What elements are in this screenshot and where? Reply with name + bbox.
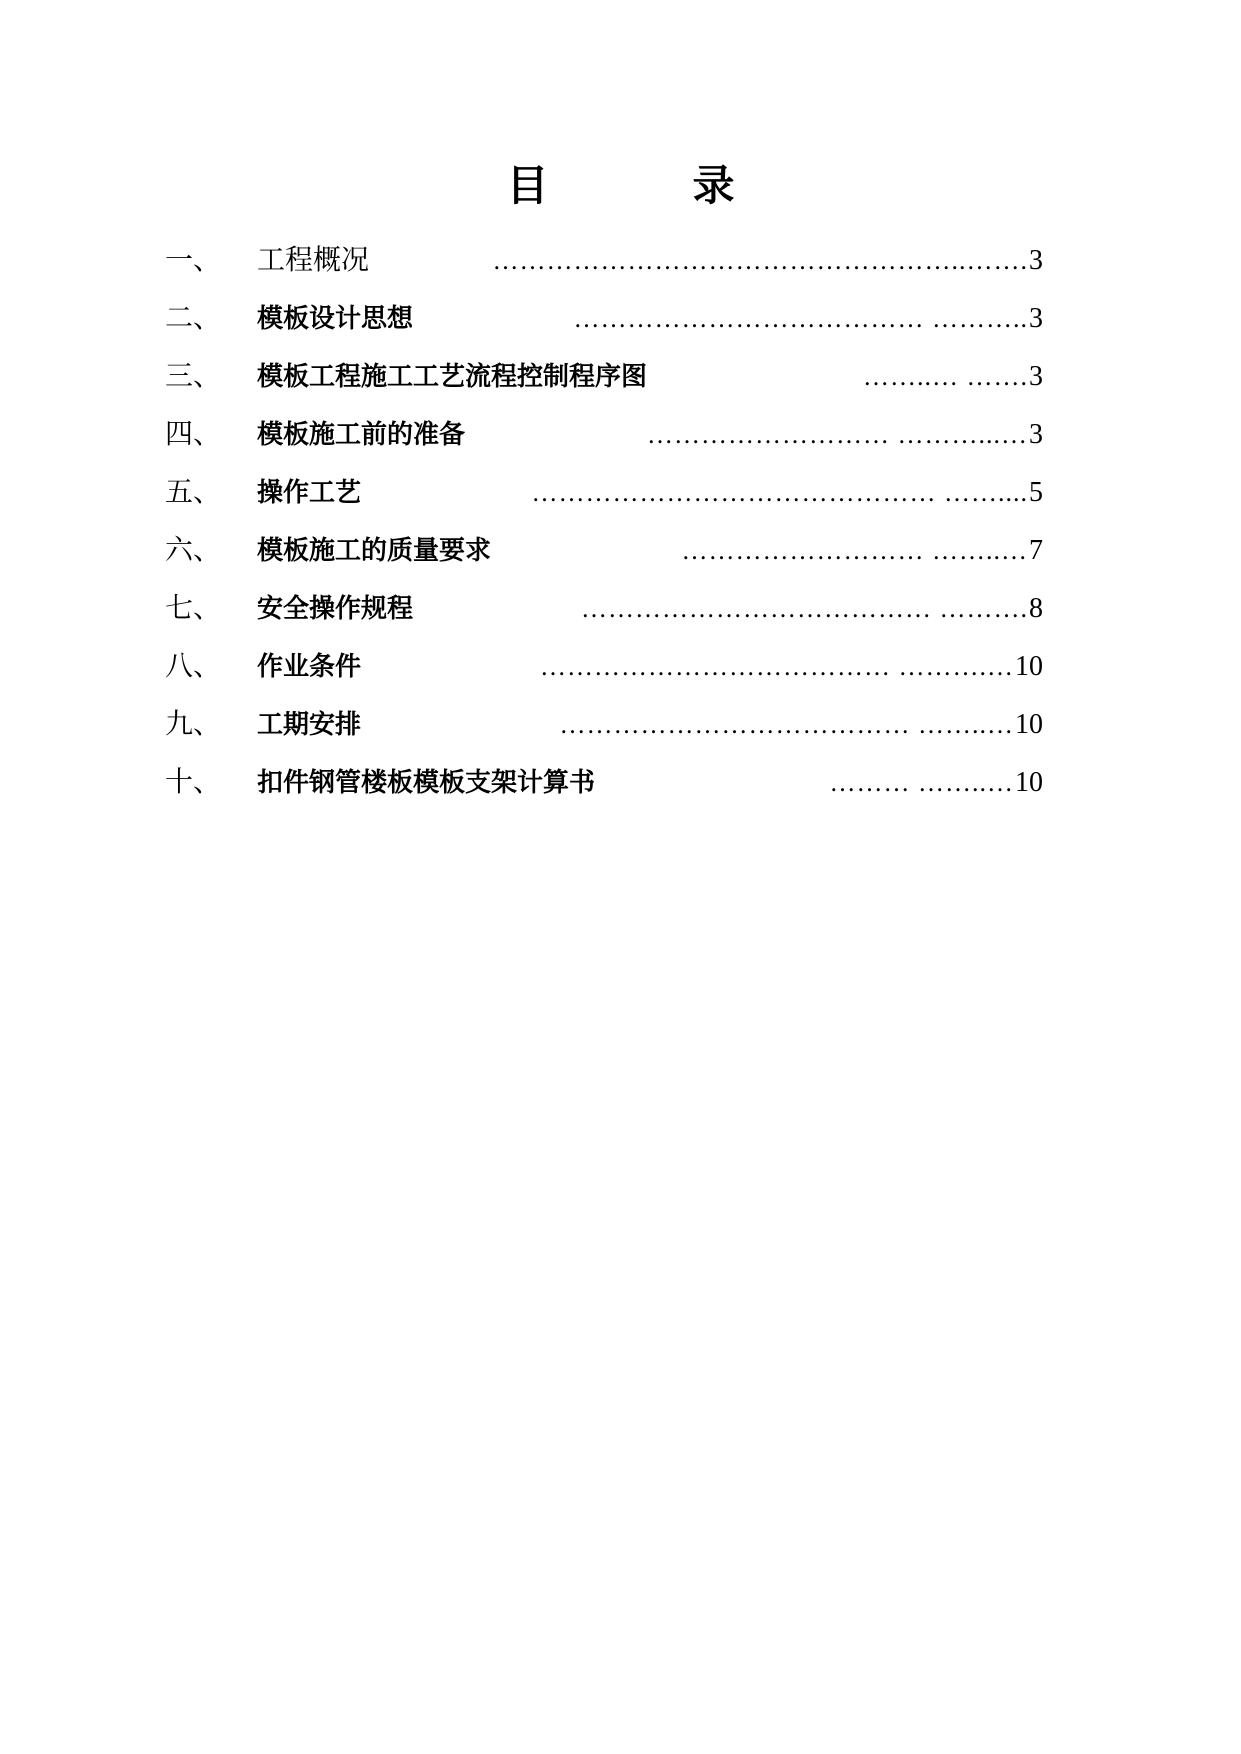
toc-entry-page: 3 [1029, 419, 1043, 450]
toc-entry[interactable] [165, 528, 1043, 572]
toc-entry-number: 八、 [165, 649, 222, 682]
toc-entry-page: 3 [1029, 361, 1043, 392]
title-char-1: 目 [506, 161, 549, 210]
toc-entry-number: 十、 [165, 765, 222, 798]
toc-entry[interactable] [165, 644, 1043, 688]
toc-entry-page: 7 [1029, 535, 1043, 566]
toc-entry-number: 四、 [165, 417, 222, 450]
toc-entry-leader: ……………………………………… …….... [531, 478, 1028, 507]
toc-entry-leader: ………………………………… ………. [581, 594, 1028, 623]
toc-entry-title: 安全操作规程 [257, 594, 414, 624]
toc-entry-title: 扣件钢管楼板模板支架计算书 [257, 768, 596, 798]
toc-entry-page: 3 [1029, 245, 1043, 276]
toc-entry-leader: ……………………………………………..……. [492, 246, 1028, 275]
toc-entry-leader: ………………………………… ……….… [540, 652, 1014, 681]
toc-entry[interactable] [165, 354, 1043, 398]
title-char-2: 录 [692, 161, 735, 210]
toc-entry-page: 10 [1015, 651, 1043, 682]
toc-entry-number: 五、 [165, 475, 222, 508]
toc-entry-title: 模板施工前的准备 [257, 420, 466, 450]
toc-entry-title: 模板工程施工工艺流程控制程序图 [257, 362, 648, 392]
toc-entry-page: 10 [1015, 767, 1043, 798]
toc-entry[interactable] [165, 470, 1043, 514]
toc-entry-number: 九、 [165, 707, 222, 740]
toc-entry-number: 六、 [165, 533, 222, 566]
toc-entry-page: 5 [1029, 477, 1043, 508]
toc-entry[interactable] [165, 586, 1043, 630]
toc-entry-leader: ……..… ……. [863, 362, 1028, 391]
toc-entry-title: 操作工艺 [257, 478, 362, 508]
document-title [0, 158, 1241, 214]
toc-entry-number: 一、 [165, 243, 222, 276]
toc-entry-leader: ……………………… ………...… [647, 420, 1028, 449]
toc-entry-leader: ……………………… ……..… [681, 536, 1028, 565]
toc-entry-leader: ………………………………… ……….. [573, 304, 1028, 333]
toc-entry[interactable] [165, 296, 1043, 340]
toc-entry-title: 模板设计思想 [257, 304, 414, 334]
toc-entry-page: 3 [1029, 303, 1043, 334]
toc-entry-number: 七、 [165, 591, 222, 624]
toc-entry[interactable] [165, 238, 1043, 282]
toc-entry-number: 二、 [165, 301, 222, 334]
toc-entry-title: 作业条件 [257, 652, 362, 682]
toc-entry[interactable] [165, 412, 1043, 456]
toc-entry-number: 三、 [165, 359, 222, 392]
toc-entry[interactable] [165, 702, 1043, 746]
toc-entry-title: 工期安排 [257, 710, 362, 740]
toc-entry-leader: ………………………………… ……..… [559, 710, 1014, 739]
toc-entry-title: 模板施工的质量要求 [257, 536, 492, 566]
toc-entry-page: 10 [1015, 709, 1043, 740]
toc-entry[interactable] [165, 760, 1043, 804]
toc-entry-page: 8 [1029, 593, 1043, 624]
toc-entry-leader: ……… ……..… [829, 768, 1014, 797]
toc-entry-title: 工程概况 [257, 243, 370, 276]
